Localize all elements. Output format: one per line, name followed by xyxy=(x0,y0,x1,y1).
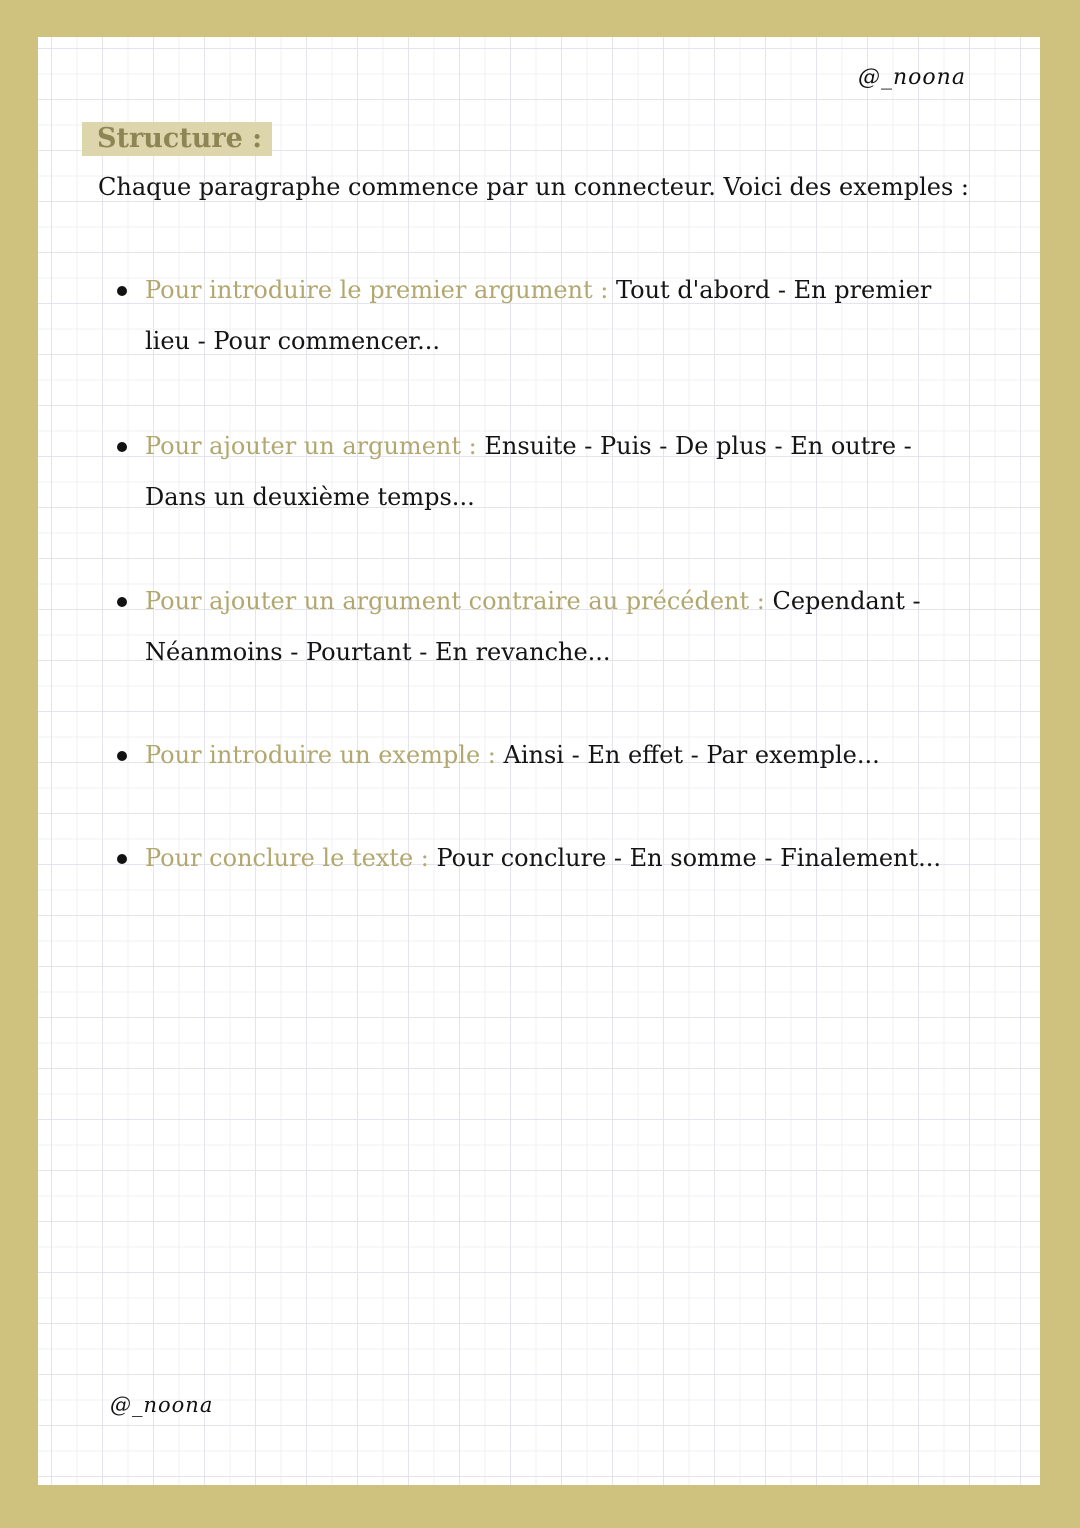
author-signature-top: @_noona xyxy=(858,65,966,90)
list-item xyxy=(145,730,980,781)
connector-category: Pour ajouter un argument contraire au précédent : xyxy=(145,587,765,615)
connector-category: Pour introduire le premier argument : xyxy=(145,276,609,304)
connector-examples: Ensuite - Puis - De plus - En outre - Dans un deuxième temps... xyxy=(145,432,912,511)
connector-category: Pour conclure le texte : xyxy=(145,844,429,872)
intro-paragraph: Chaque paragraphe commence par un connecteur. Voici des exemples : xyxy=(98,173,970,201)
connector-category: Pour introduire un exemple : xyxy=(145,741,496,769)
connector-examples: Cependant - Néanmoins - Pourtant - En revanche... xyxy=(145,587,921,666)
connector-category: Pour ajouter un argument : xyxy=(145,432,477,460)
list-item xyxy=(145,421,980,523)
grid-paper-page xyxy=(38,37,1040,1485)
list-item xyxy=(145,265,980,367)
connector-examples: Pour conclure - En somme - Finalement... xyxy=(428,844,942,872)
list-item xyxy=(145,576,980,678)
section-title: Structure : xyxy=(82,122,272,156)
author-signature-bottom: @_noona xyxy=(110,1393,214,1417)
connector-examples: Tout d'abord - En premier lieu - Pour commencer... xyxy=(145,276,932,355)
list-item xyxy=(145,833,980,884)
connector-examples: Ainsi - En effet - Par exemple... xyxy=(495,741,880,769)
